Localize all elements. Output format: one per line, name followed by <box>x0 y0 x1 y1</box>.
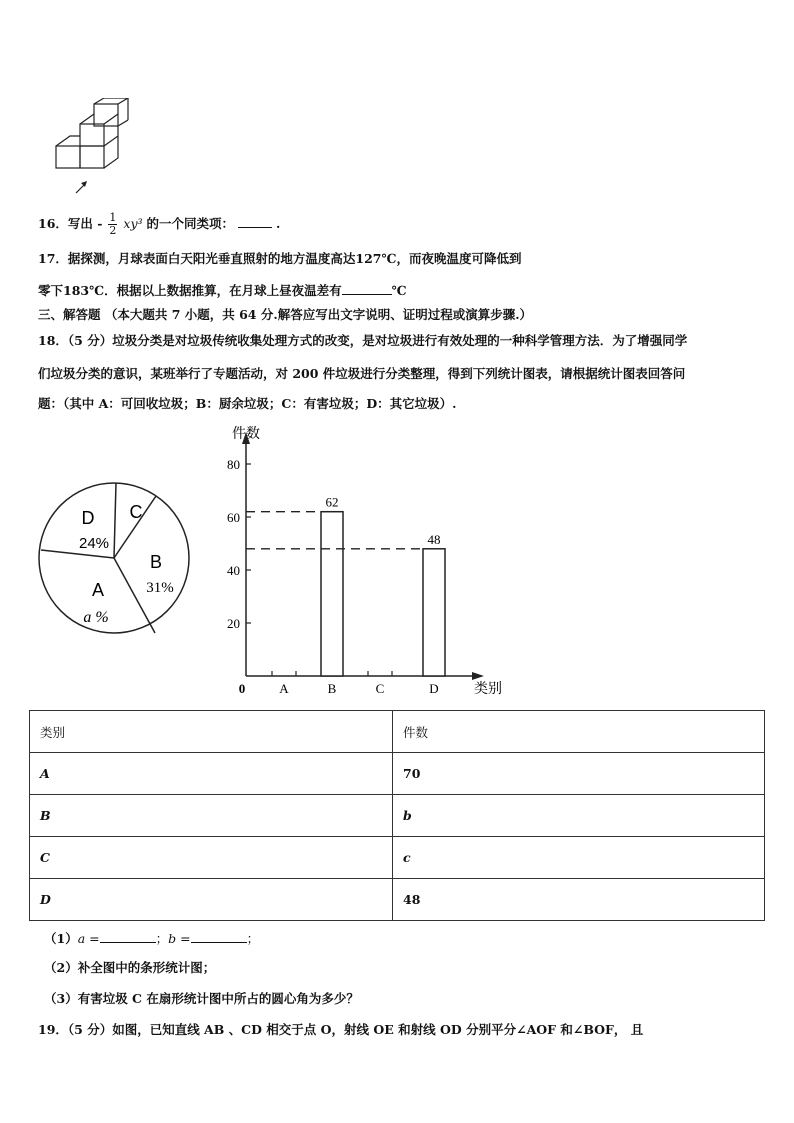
table-cell-category: C <box>30 837 393 879</box>
question-17-line2 <box>38 282 407 299</box>
x-tick-label: C <box>375 681 385 696</box>
table-cell-category: A <box>30 753 393 795</box>
x-tick-label: D <box>429 681 439 696</box>
data-table <box>29 710 765 921</box>
pie-divider <box>114 483 116 558</box>
question-18-line2: 们垃圾分类的意识，某班举行了专题活动，对 200 件垃圾进行分类整理，得到下列统计图表，请根据统计图表回答问 <box>38 366 686 381</box>
sub-question-1 <box>44 930 259 947</box>
table-row <box>30 753 765 795</box>
section-3-heading: 三、解答题 （本大题共 7 小题，共 64 分.解答应写出文字说明、证明过程或演算步骤.） <box>38 307 533 322</box>
table-row <box>30 837 765 879</box>
pie-label-d: D <box>81 508 95 528</box>
sub-question-2: （2）补全图中的条形统计图； <box>44 960 216 975</box>
pie-chart <box>36 474 196 644</box>
table-header-cell: 件数 <box>393 711 765 753</box>
pie-value-b: 31% <box>146 580 174 596</box>
sub1-prefix: （1） <box>44 931 78 946</box>
table-row <box>30 879 765 921</box>
table-row <box>30 795 765 837</box>
sub1-b-blank[interactable] <box>191 930 247 943</box>
x-axis-arrow <box>472 672 484 680</box>
y-tick-label: 60 <box>227 510 240 525</box>
y-tick-label: 20 <box>227 616 240 631</box>
cube-figure <box>50 98 130 198</box>
q16-end: . <box>276 216 281 231</box>
x-tick-label: A <box>279 681 289 696</box>
q16-frac-den: 2 <box>109 224 117 237</box>
question-18-line3: 题：（其中 A：可回收垃圾；B：厨余垃圾；C：有害垃圾；D：其它垃圾）. <box>38 396 457 411</box>
pie-value-d: 24% <box>78 535 110 552</box>
bar-d <box>423 549 445 676</box>
table-cell-count: 48 <box>393 879 765 921</box>
q16-prefix: 16．写出 - <box>38 216 103 231</box>
question-18-line1: 18．（5 分）垃圾分类是对垃圾传统收集处理方式的改变，是对垃圾进行有效处理的一种科学管理方法．为了增强同学 <box>38 333 688 348</box>
q17-line2-prefix: 零下183℃．根据以上数据推算，在月球上昼夜温差有 <box>38 283 342 298</box>
y-tick-label: 80 <box>227 457 240 472</box>
q16-expr: xy³ <box>123 216 143 231</box>
table-cell-category: D <box>30 879 393 921</box>
y-tick-label: 40 <box>227 563 240 578</box>
question-16 <box>38 212 280 237</box>
sub1-a-blank[interactable] <box>100 930 156 943</box>
sub1-end: ； <box>246 931 260 946</box>
bar-chart <box>222 424 512 704</box>
sub1-b-label: b = <box>168 931 191 946</box>
x-tick-label: B <box>327 681 337 696</box>
sub1-a-label: a = <box>77 931 100 946</box>
question-19: 19．（5 分）如图，已知直线 AB 、CD 相交于点 O，射线 OE 和射线 OD 分别平分∠AOF 和∠BOF， 且 <box>38 1022 644 1037</box>
q16-answer-blank[interactable] <box>238 215 272 228</box>
pie-label-b: B <box>149 552 163 572</box>
sub1-sep: ； <box>155 931 169 946</box>
table-cell-count: 70 <box>393 753 765 795</box>
origin-label: 0 <box>238 681 246 696</box>
pie-value-a: a % <box>83 609 109 626</box>
q16-frac-num: 1 <box>109 211 117 224</box>
bar-data-label: 62 <box>325 494 339 510</box>
table-cell-count: c <box>393 837 765 879</box>
bar-data-label: 48 <box>427 531 441 547</box>
question-17-line1: 17．据探测，月球表面白天阳光垂直照射的地方温度高达127℃，而夜晚温度可降低到 <box>38 251 522 266</box>
bar-b <box>321 512 343 676</box>
x-axis-label: 类别 <box>474 682 502 697</box>
q17-answer-blank[interactable] <box>342 282 392 295</box>
pie-label-c: C <box>129 502 143 522</box>
q16-suffix: 的一个同类项： <box>146 216 235 231</box>
table-header-cell: 类别 <box>30 711 393 753</box>
table-cell-count: b <box>393 795 765 837</box>
y-axis-label: 件数 <box>232 427 260 442</box>
pie-label-a: A <box>91 580 105 600</box>
q16-fraction <box>108 212 117 237</box>
table-cell-category: B <box>30 795 393 837</box>
q17-line2-suffix: ℃ <box>391 283 407 298</box>
sub-question-3: （3）有害垃圾 C 在扇形统计图中所占的圆心角为多少？ <box>44 991 359 1006</box>
table-header-row <box>30 711 765 753</box>
